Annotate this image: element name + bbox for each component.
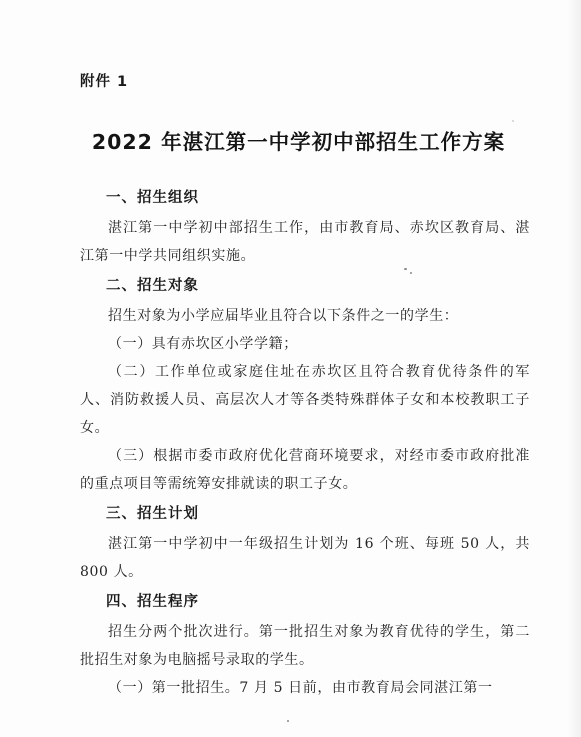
- section-heading-plan: 三、招生计划: [106, 506, 199, 522]
- section-paragraph: （二）工作单位或家庭住址在赤坎区且符合教育优待条件的军人、消防救援人员、高层次人才等各类特殊群体子女和本校教职工子女。: [80, 364, 530, 436]
- section-heading-organization: 一、招生组织: [106, 190, 199, 206]
- scan-edge-shadow: [567, 0, 581, 737]
- scan-speck: [287, 720, 289, 722]
- section-paragraph: （一）第一批招生。7 月 5 日前，由市教育局会同湛江第一: [108, 680, 493, 696]
- scan-speck: [512, 120, 514, 122]
- document-title: 2022 年湛江第一中学初中部招生工作方案: [91, 130, 506, 154]
- attachment-label: 附件 1: [80, 74, 129, 90]
- section-heading-target: 二、招生对象: [106, 278, 199, 294]
- section-paragraph: 湛江第一中学初中一年级招生计划为 16 个班、每班 50 人，共 800 人。: [80, 536, 530, 580]
- section-paragraph: （三）根据市委市政府优化营商环境要求，对经市委市政府批准的重点项目等需统筹安排就读的职工子女。: [80, 448, 530, 492]
- scan-speck: [410, 272, 412, 274]
- section-paragraph: 招生分两个批次进行。第一批招生对象为教育优待的学生，第二批招生对象为电脑摇号录取的学生。: [80, 624, 530, 668]
- section-heading-procedure: 四、招生程序: [106, 594, 199, 610]
- scan-speck: [404, 268, 407, 270]
- section-paragraph: （一）具有赤坎区小学学籍；: [108, 336, 298, 352]
- section-paragraph: 湛江第一中学初中部招生工作，由市教育局、赤坎区教育局、湛江第一中学共同组织实施。: [80, 220, 530, 264]
- section-paragraph: 招生对象为小学应届毕业且符合以下条件之一的学生：: [108, 308, 459, 324]
